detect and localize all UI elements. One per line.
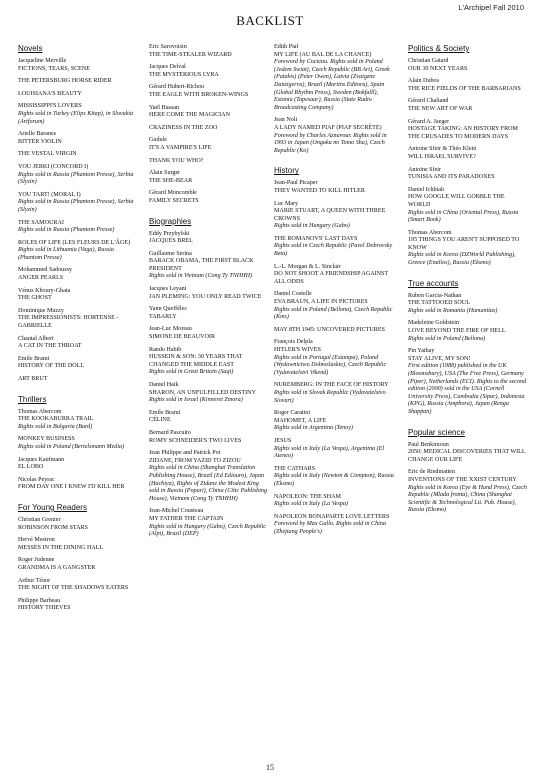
book-title: GRANDMA IS A GANGSTER — [18, 564, 96, 571]
book-author: Mohammed Sadoussy — [18, 267, 72, 274]
book-entry — [149, 410, 269, 425]
book-author: Gérard Chaliand — [408, 98, 449, 105]
book-author: Dominique Muzzy — [18, 307, 64, 314]
book-title: YOU TART! (MORAL I) — [18, 191, 81, 198]
book-author: Christian Gatard — [408, 58, 449, 64]
book-entry — [274, 236, 394, 259]
book-entry — [149, 231, 269, 246]
book-title: THE MYSTERIOUS LYRA — [149, 71, 219, 78]
book-title: NUREMBERG: IN THE FACE OF HISTORY — [274, 382, 389, 389]
book-author: Rando Habib — [149, 346, 182, 353]
book-author: Pin Yathay — [408, 348, 435, 355]
book-author: Paul Benkimoun — [408, 441, 449, 448]
book-author: Antoine Sfeir & Théo Klein — [408, 146, 477, 153]
rights-note: Rights sold in Great Britain (Saqi) — [149, 369, 234, 376]
section-heading: For Young Readers — [18, 502, 87, 512]
section — [18, 395, 138, 503]
book-entry — [18, 409, 138, 432]
book-title: HOW GOOGLE WILL GOBBLE THE WORLD — [408, 194, 505, 208]
book-author: Jean-Paul Picaper — [274, 180, 318, 187]
book-author: Emile Brami — [18, 355, 50, 362]
book-entry — [18, 103, 138, 126]
book-entry — [18, 477, 138, 492]
rights-note: Rights sold in Argentina (Tenoy) — [274, 425, 353, 432]
book-entry — [149, 125, 269, 133]
book-author: Alain Surget — [149, 170, 180, 177]
book-title: JESUS — [274, 437, 292, 444]
book-entry — [149, 450, 269, 503]
rights-note: Rights sold in Italy (Newton & Compton), Russia (Eksmo) — [274, 473, 394, 487]
book-author: Thomas Abercom — [18, 408, 62, 415]
rights-note: Rights sold in Italy (La Vespa), Argentina (El Ateneo) — [274, 445, 385, 460]
book-title: CRAZINESS IN THE ZOO — [149, 124, 218, 131]
book-entry — [274, 410, 394, 433]
rights-note: Rights sold in China (Oriental Press), Russia (Smart Book) — [408, 209, 519, 224]
book-title: THE CATHARS — [274, 465, 316, 472]
book-title: A CAT IN THE THROAT — [18, 343, 82, 350]
book-title: THE ROMANOVS' LAST DAYS — [274, 235, 358, 242]
rights-note: Rights sold in Bulgaria (Bard) — [18, 423, 93, 430]
book-entry — [408, 58, 528, 73]
book-title: A LADY NAMED PIAF (PIAF SECRÈTE) — [274, 124, 382, 131]
book-title: LOUISIANA'S BEAUTY — [18, 90, 82, 97]
book-entry — [408, 320, 528, 343]
book-entry — [274, 382, 394, 405]
book-title: THE GHOST — [18, 295, 52, 302]
section-heading: Thrillers — [18, 394, 47, 404]
section — [408, 428, 528, 526]
section-heading: True accounts — [408, 278, 459, 288]
book-author: L.-L. Morgan & L. Sinclair — [274, 263, 341, 270]
book-title: THE EAGLE WITH BROKEN-WINGS — [149, 91, 249, 98]
book-title: 2050: MEDICAL DISCOVERIES THAT WILL CHANGE OUR LIFE — [408, 449, 526, 463]
book-entry — [18, 131, 138, 146]
book-title: HOSTAGE TAKING: AN HISTORY FROM THE CRUSADES TO MODERN DAYS — [408, 126, 518, 140]
book-entry — [18, 308, 138, 331]
book-title: HITLER'S WIVES — [274, 347, 321, 353]
book-title: JACQUES BREL — [149, 238, 193, 245]
book-entry — [274, 466, 394, 489]
book-entry — [149, 382, 269, 405]
book-entry — [274, 291, 394, 321]
edition-label: L'Archipel Fall 2010 — [458, 3, 524, 12]
rights-note: Rights sold in Korea (Eye & Hand Press), Czech Republic (Mlada fronta), China (Shanghai Scientific & Technological Lit. Pub. House), Russia (Eksmo) — [408, 484, 527, 514]
book-title: MY LIFE (AU BAL DE LA CHANCE) — [274, 51, 372, 58]
book-title: THANK YOU WHO? — [149, 157, 204, 164]
book-entry — [149, 44, 269, 59]
book-author: Yann Queffélec — [149, 306, 188, 313]
rights-note: Foreword by Charles Aznavour. Rights sold in 1993 in Japan (Ongaku no Tomo Sha), Czech Republic (Ko) — [274, 132, 387, 154]
book-entry — [149, 84, 269, 99]
book-title: THE IMPRESSIONISTS: HORTENSE - GABRIELLE — [18, 315, 119, 330]
book-title: TUNISIA AND ITS PARADOXES — [408, 174, 495, 181]
book-title: DO NOT SHOOT A FRIENDSHIP AGAINST ALL ODDS — [274, 271, 389, 285]
section-heading: Biographies — [149, 216, 192, 226]
section — [149, 217, 269, 550]
book-author: François Delpla — [274, 339, 313, 346]
book-entry — [408, 167, 528, 182]
rights-note: Foreword by Cocteau. Rights sold in Poland (Jedem Swiat), Czech Republic (BB Art), Greek (Patakis) (Peter Owen), Latvia (Zvaigzne Danzigerva), Brazil (Martins Editora), Spain (Global Rhythm Press), Sweden (Bokfalll), Estonia (Tapesaar), Russia (State Radio Broadcasting Company) — [274, 59, 390, 111]
book-title: THE SHE-BEAR — [149, 177, 193, 184]
rights-note: Rights sold in Czech Republic (Pavel Dobrovsky Beta) — [274, 243, 393, 258]
book-entry — [149, 105, 269, 120]
book-entry — [18, 58, 138, 73]
section — [274, 166, 394, 547]
book-entry — [149, 137, 269, 152]
book-title: IT'S A VAMPIRE'S LIFE — [149, 144, 212, 151]
book-title: EVA BRAUN, A LIFE IN PICTURES — [274, 299, 368, 306]
book-entry — [274, 180, 394, 195]
book-title: MAY 8TH 1945: UNCOVERED PICTURES — [274, 326, 385, 333]
book-author: Jacques Leyani — [149, 286, 187, 293]
book-title: HUSSEIN & SON: 30 YEARS THAT CHANGED THE MIDDLE EAST — [149, 354, 243, 368]
section — [18, 503, 138, 624]
book-entry — [408, 348, 528, 416]
book-title: MY FATHER THE CAPTAIN — [149, 515, 224, 522]
rights-note: Rights sold in Israel (Kinneret Zmora) — [149, 397, 243, 404]
rights-note: Rights sold in Lithuania (Vaga), Russia (Phantom Presse) — [18, 247, 114, 261]
book-entry — [18, 557, 138, 572]
section — [408, 279, 528, 428]
rights-note: Rights sold in Russia (Phantom Presse), Serbia (Slyzin) — [18, 171, 134, 186]
book-entry — [149, 158, 269, 166]
book-entry — [18, 436, 138, 451]
book-title: YOU JERKI (CONCORD I) — [18, 163, 89, 170]
book-author: Edith Piaf — [274, 44, 299, 50]
rights-note: Rights sold in Russia (Phantom Presse), Serbia (Slyzin) — [18, 199, 134, 213]
book-author: Yaël Hassan — [149, 104, 180, 111]
book-entry — [274, 264, 394, 287]
book-entry — [408, 230, 528, 268]
book-author: Nicolas Peyrac — [18, 476, 55, 483]
book-entry — [408, 187, 528, 225]
rights-note: Rights sold in Italy (La Vespa) — [274, 501, 348, 508]
rights-note: Rights sold in Poland (Bellona), Czech Republic (Kms) — [274, 306, 393, 321]
section-heading: History — [274, 166, 299, 176]
book-entry — [18, 240, 138, 263]
book-title: INVENTIONS OF THE XXIST CENTURY — [408, 476, 517, 483]
book-entry — [18, 78, 138, 86]
book-title: MESSES IN THE DINING HALL — [18, 544, 104, 551]
column-4 — [408, 44, 528, 526]
columns-container — [18, 44, 526, 756]
book-title: OUR 30 NEXT YEARS — [408, 65, 468, 72]
book-author: Eric Sarovoisin — [149, 44, 187, 50]
book-entry — [149, 286, 269, 301]
book-entry — [274, 494, 394, 509]
book-entry — [274, 438, 394, 461]
book-title: BARACK OBAMA, THE FIRST BLACK PRESIDENT — [149, 258, 254, 272]
book-title: THE SAMOURAI — [18, 219, 64, 226]
book-entry — [18, 356, 138, 371]
book-entry — [18, 537, 138, 552]
book-title: MAHOMET, A LIFE — [274, 417, 327, 424]
book-title: ROBINSON FROM STARS — [18, 524, 88, 531]
book-title: THE VESTAL VIRGIN — [18, 151, 77, 158]
book-author: Emile Brami — [149, 409, 181, 416]
rights-note: Rights sold in Vietnam (Cong Ty TNHHH) — [149, 273, 253, 280]
book-entry — [149, 64, 269, 79]
column-3 — [274, 44, 394, 547]
book-title: ART BRUT — [18, 376, 48, 382]
book-entry — [408, 469, 528, 515]
book-author: Eric de Riedmatten — [408, 469, 456, 476]
book-entry — [149, 306, 269, 321]
book-title: THE TIME-STEALER WIZARD — [149, 51, 232, 58]
page-title: BACKLIST — [236, 13, 304, 28]
book-author: Chantal Albert — [18, 335, 54, 342]
book-title: LOVE BEYOND THE FIRE OF HELL — [408, 328, 506, 335]
book-entry — [18, 578, 138, 593]
book-title: FROM DAY ONE I KNEW I'D KILL HER — [18, 484, 125, 491]
book-entry — [408, 442, 528, 465]
book-entry — [18, 164, 138, 187]
book-author: Daniel Haik — [149, 382, 179, 388]
book-entry — [18, 336, 138, 351]
book-entry — [149, 251, 269, 281]
book-title: WILL ISRAEL SURVIVE? — [408, 153, 476, 160]
book-title: BITTER VIOLIN — [18, 138, 62, 145]
rights-note: Rights sold in Poland (Bellona) — [408, 335, 486, 342]
rights-note: Foreword by Max Gallo. Rights sold in China (Zhejiang People's) — [274, 521, 386, 535]
book-entry — [18, 376, 138, 384]
book-author: Arielle Baranes — [18, 131, 57, 138]
book-author: Gérard Moncomble — [149, 190, 197, 197]
book-title: ROMY SCHNEIDER'S TWO LIVES — [149, 437, 242, 444]
book-author: Jean Noli — [274, 117, 298, 124]
book-title: THE PETERSBURG HORSE RIDER — [18, 78, 112, 85]
book-author: Gérard A. Jaeger — [408, 118, 450, 125]
book-author: Jean-Michel Cousteau — [149, 508, 204, 515]
book-title: HISTORY OF THE DOLL — [18, 363, 85, 370]
book-author: Alain Dubos — [408, 78, 439, 85]
rights-note: Rights sold in Korea (DZWorld Publishing), Greece (Enalios), Russia (Eksmo) — [408, 252, 516, 267]
book-author: Ruben Garcia-Nathan — [408, 292, 462, 299]
book-entry — [408, 98, 528, 113]
book-title: ANGER PEARLS — [18, 275, 64, 282]
rights-note: Rights sold in China (Shanghai Translation Publishing House), Brazil (Ed Ediouro), Japan (Hachiya), Rights of Zidane the Modest King sold in Russia (Popuri), China (Citic Publishing House), Vietnam (Cong Ty TNHHH) — [149, 465, 267, 502]
section-spacer — [274, 541, 394, 547]
book-entry — [18, 267, 138, 282]
book-title: ZIDANE, FROM YAZID TO ZIZOU — [149, 457, 241, 464]
rights-note: Rights sold in Russia (Phantom Presse) — [18, 227, 115, 234]
book-author: Jean Philippe and Patrick Pot — [149, 450, 221, 457]
book-author: Guillaume Serina — [149, 250, 192, 257]
section-heading: Novels — [18, 44, 43, 53]
rights-note: Rights sold in Turkey (Elips Kitap), in Slovakia (Artforum) — [18, 110, 134, 125]
book-entry — [18, 288, 138, 303]
book-author: Christian Grenier — [18, 516, 61, 523]
rights-note: Rights sold in Hungary (Gabo), Czech Republic (Alpi), Brazil (DEP) — [149, 523, 266, 538]
book-entry — [149, 326, 269, 341]
book-author: Hervé Mestron — [18, 537, 55, 544]
book-author: Philippe Barbeau — [18, 597, 61, 604]
book-entry — [408, 78, 528, 93]
section-heading: Popular science — [408, 427, 465, 437]
section — [408, 44, 528, 279]
book-author: Madeleine Goldstein — [408, 320, 459, 327]
book-entry — [18, 517, 138, 532]
book-author: Daniel Costelle — [274, 291, 312, 298]
book-title: TABARLY — [149, 313, 177, 320]
book-author: Roger Caratini — [274, 410, 311, 417]
book-entry — [408, 293, 528, 316]
book-author: Luc Mary — [274, 200, 299, 207]
book-title: MISSISSIPPI'S LOVERS — [18, 103, 82, 110]
book-title: HERE COME THE MAGICIAN — [149, 112, 230, 119]
section — [149, 44, 269, 217]
book-title: 195 THINGS YOU AREN'T SUPPOSED TO KNOW — [408, 237, 520, 251]
book-title: THE NIGHT OF THE SHADOWS EATERS — [18, 585, 129, 592]
book-title: JAN PLEMING: YOU ONLY READ TWICE — [149, 293, 262, 300]
book-author: Antoine Sfeir — [408, 166, 442, 173]
book-title: THE NEW ART OF WAR — [408, 105, 473, 112]
book-title: MARIE STUART, A QUEEN WITH THREE CROWNS — [274, 208, 386, 222]
section-spacer — [408, 520, 528, 526]
book-title: FICTIONS, TEARS, SCENE — [18, 65, 91, 72]
book-author: Vénus Khoury-Ghata — [18, 287, 71, 294]
book-author: Gérard Hubert-Richou — [149, 84, 204, 91]
section-heading: Politics & Society — [408, 44, 470, 53]
book-title: NAPOLEON: THE SHAM — [274, 493, 341, 500]
rights-note: Rights sold in Slovak Republic (Vydavatelstvo Slovart) — [274, 389, 386, 404]
rights-note: Rights sold in Poland (Bertelsmann Media) — [18, 443, 125, 450]
book-entry — [149, 190, 269, 205]
book-entry — [408, 119, 528, 142]
page-number: 15 — [266, 763, 274, 772]
book-author: Eddy Przybylski — [149, 230, 190, 237]
book-title: SHARON, AN UNFULFILLED DESTINY — [149, 389, 256, 396]
book-entry — [18, 220, 138, 235]
book-entry — [149, 430, 269, 445]
book-title: NAPOLEON BONAPARTE LOVE LETTERS — [274, 513, 390, 520]
book-title: CÉLINE — [149, 417, 171, 424]
book-title: MONKEY BUSINESS — [18, 436, 75, 443]
book-author: Thomas Abercom — [408, 229, 452, 236]
book-author: Jacqueline Merville — [18, 58, 67, 64]
book-entry — [18, 151, 138, 159]
book-title: FAMILY SECRETS — [149, 197, 199, 204]
column-2 — [149, 44, 269, 550]
book-author: Jean-Luc Moreau — [149, 326, 192, 333]
book-entry — [274, 44, 394, 112]
rights-note: Rights sold in Hungary (Gabo) — [274, 223, 350, 230]
book-title: SIMONE DE BEAUVOIR — [149, 334, 216, 341]
book-entry — [274, 514, 394, 537]
book-entry — [18, 91, 138, 99]
column-1 — [18, 44, 138, 624]
book-title: THEY WANTED TO KILL HITLER — [274, 187, 365, 194]
book-title: EL LOBO — [18, 464, 44, 471]
book-title: THE KOOKABURRA TRAIL — [18, 416, 94, 423]
book-title: THE RICE FIELDS OF THE BARBARIANS — [408, 85, 521, 92]
book-entry — [149, 170, 269, 185]
section — [18, 44, 138, 395]
book-entry — [149, 508, 269, 538]
book-title: STAY ALIVE, MY SON! — [408, 355, 471, 362]
book-author: Jacques Delval — [149, 64, 186, 71]
book-author: Daniel Ichbiah — [408, 186, 445, 193]
book-entry — [274, 201, 394, 231]
section — [274, 44, 394, 166]
book-entry — [274, 117, 394, 155]
book-author: Arthur Ténor — [18, 577, 51, 584]
book-author: Gudule — [149, 137, 167, 144]
book-entry — [18, 192, 138, 215]
rights-note: Rights sold in Portugal (Estampa), Poland (Wydawnictwo Dolnoslaskie), Czech Republic (Vydavatelstvi Vikend) — [274, 354, 387, 376]
book-title: ROLES OF LIFE (LES FLEURS DE L'ÂGE) — [18, 239, 131, 246]
book-entry — [149, 347, 269, 377]
book-title: HISTORY THIEVES — [18, 605, 71, 612]
book-author: Roger Judenne — [18, 557, 55, 564]
book-title: THE TATTOOED SOUL — [408, 300, 470, 307]
book-entry — [274, 339, 394, 377]
book-entry — [408, 146, 528, 161]
book-author: Bernard Pascuito — [149, 429, 191, 436]
rights-note: Rights sold in Romania (Humanitas) — [408, 307, 498, 314]
book-author: Jacques Kaufmann — [18, 456, 65, 463]
book-entry — [18, 598, 138, 613]
section-spacer — [149, 544, 269, 550]
section-spacer — [18, 618, 138, 624]
rights-note: First edition (1988) published in the UK (Bloomsbury), USA (The Free Press), Germany (Piper), Netherlands (ECI). Rights to the second edition (2000) sold in the USA (Cornell University Press), Cambodia (Sipar), Indonesia (KPG), Russia (Amphora), Japan (Renga Shappan) — [408, 363, 527, 415]
book-entry — [274, 327, 394, 335]
book-entry — [18, 457, 138, 472]
